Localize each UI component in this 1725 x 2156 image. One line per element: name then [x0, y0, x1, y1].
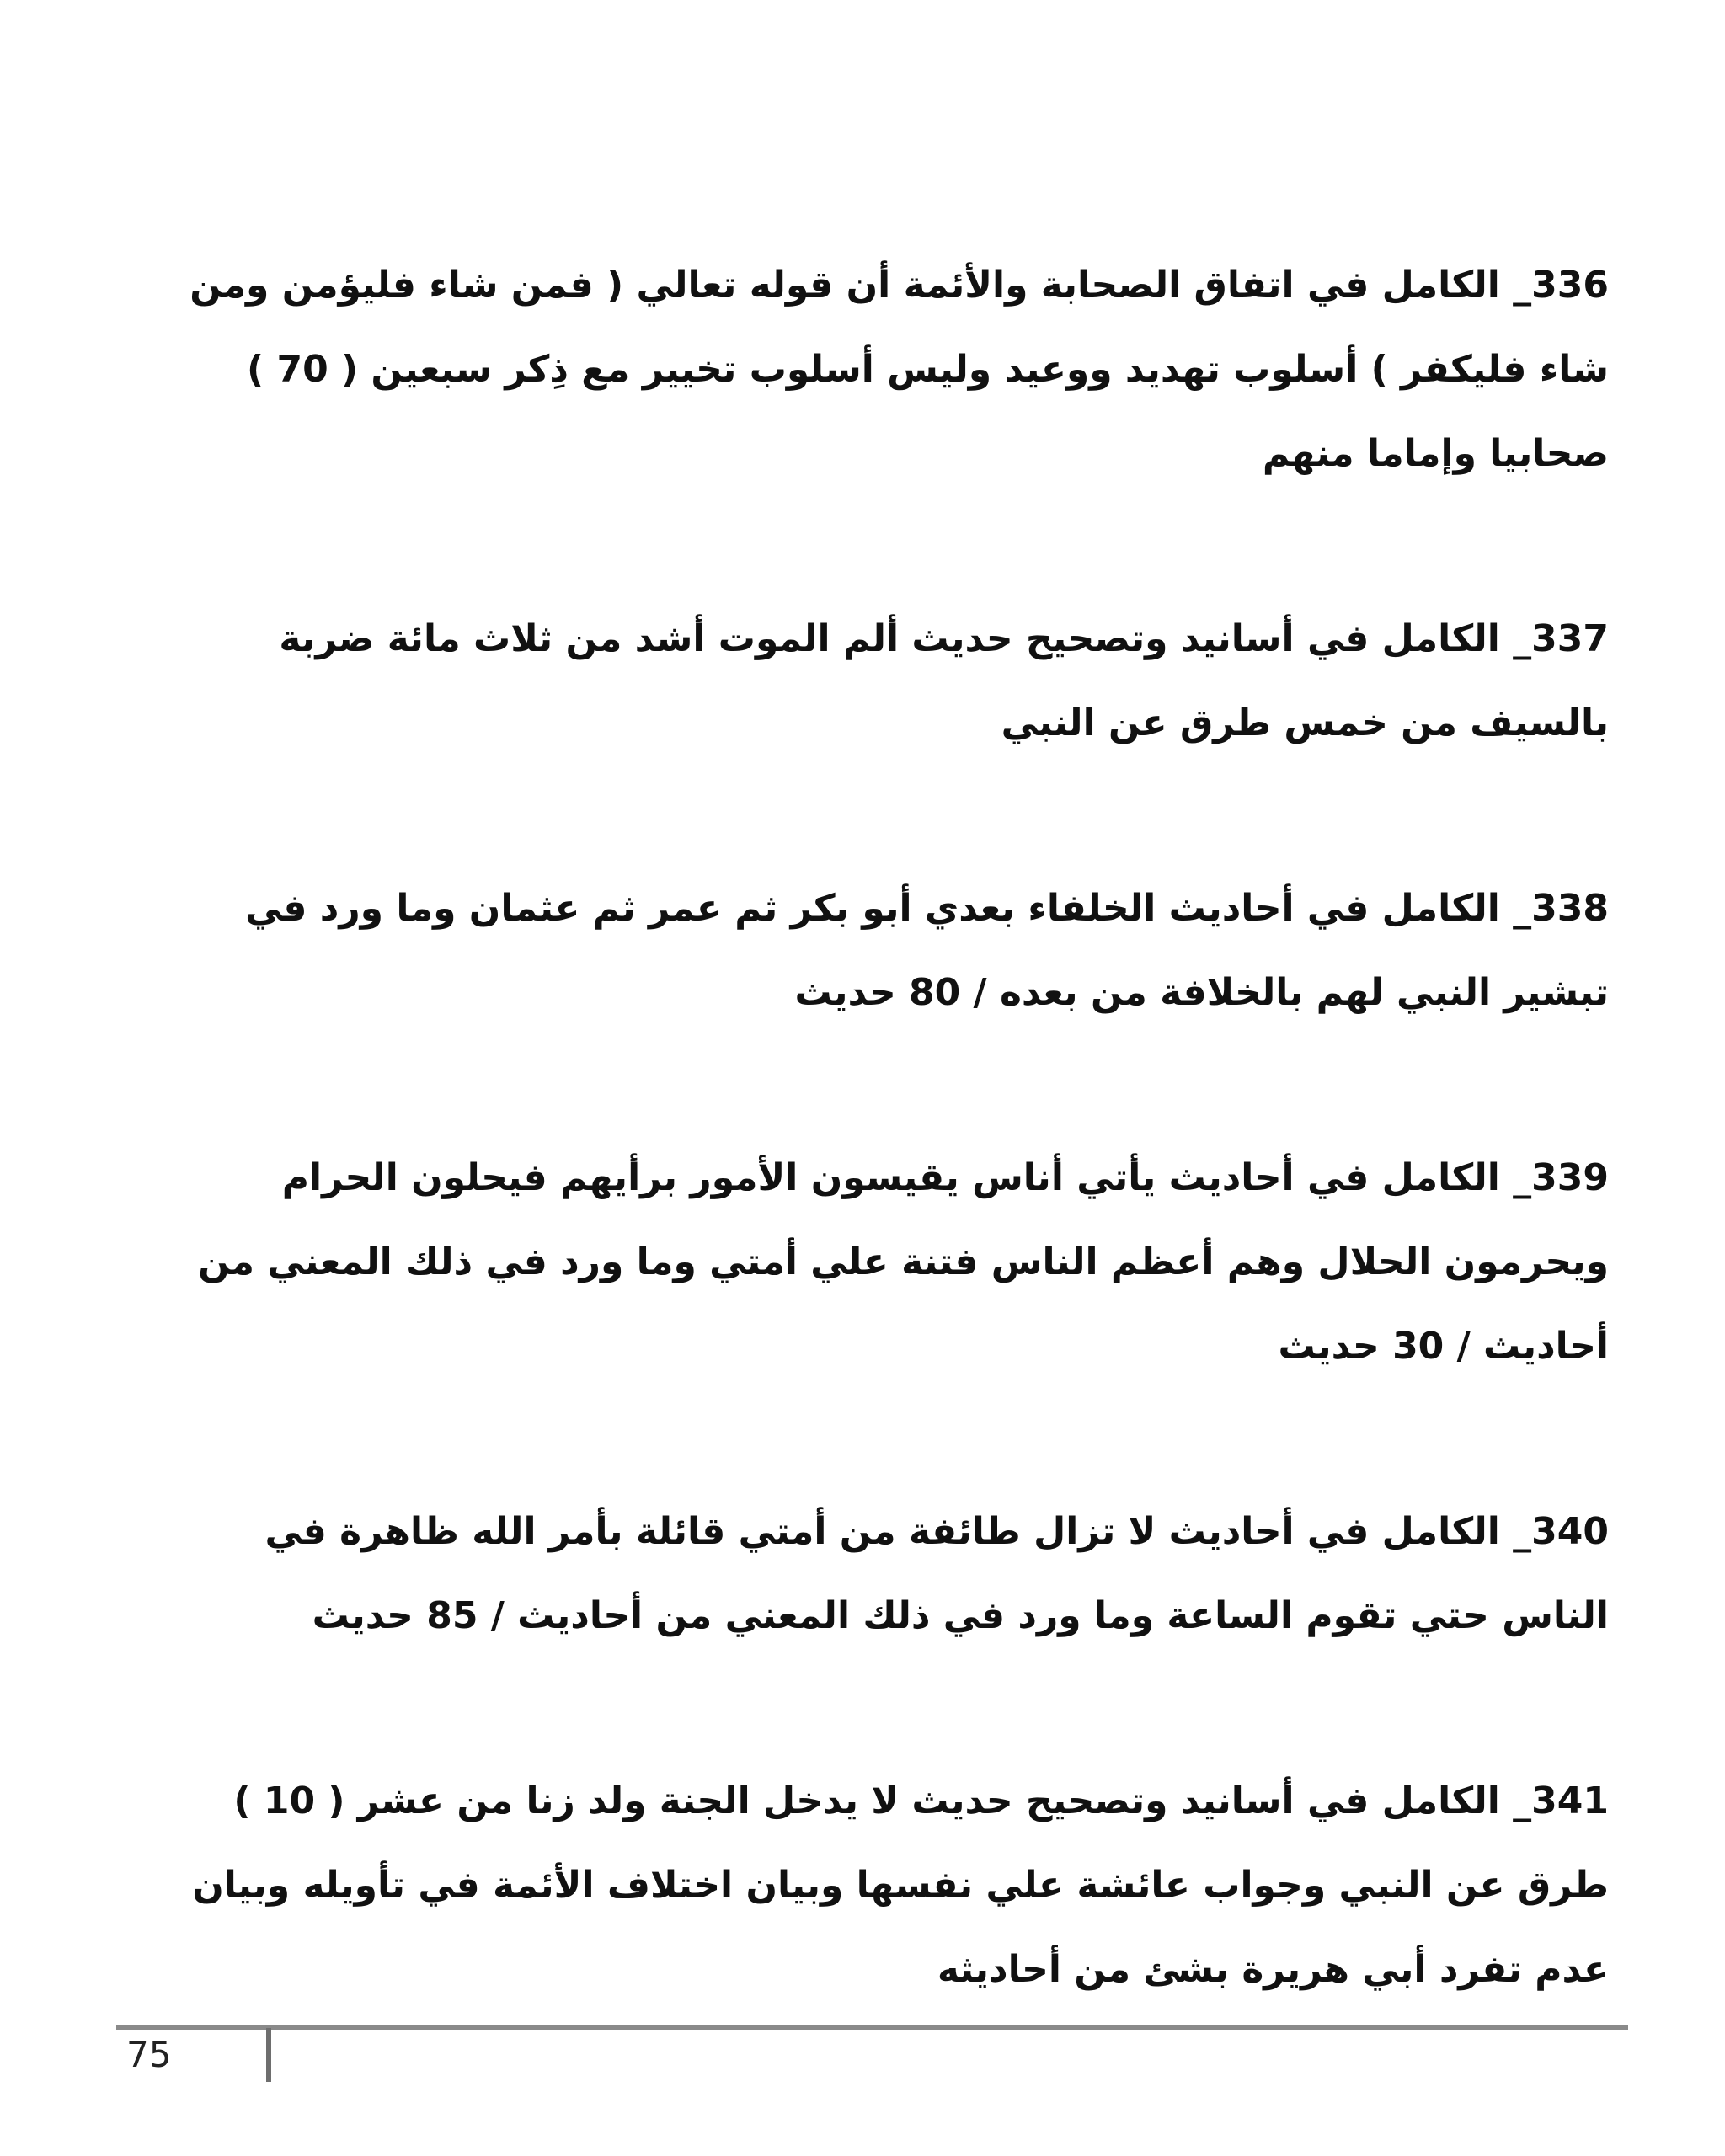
entry-text: 339_ الكامل في أحاديث يأتي أناس يقيسون الأمور برأيهم فيحلون الحرام ويحرمون الحلال وهم أعظم الناس فتنة علي أمتي وما ورد في ذلك المعني من أحاديث / 30 حديث	[198, 1156, 1609, 1368]
entry-text: 336_ الكامل في اتفاق الصحابة والأئمة أن قوله تعالي ( فمن شاء فليؤمن ومن شاء فليكفر ) أسلوب تهديد ووعيد وليس أسلوب تخيير مع ذِكر سبعين ( 70 ) صحابيا وإماما منهم	[190, 264, 1609, 475]
entry-336	[147, 243, 1609, 496]
entry-text: 338_ الكامل في أحاديث الخلفاء بعدي أبو بكر ثم عمر ثم عثمان وما ورد في تبشير النبي لهم بالخلافة من بعده / 80 حديث	[245, 887, 1609, 1014]
entry-337	[147, 597, 1609, 766]
entry-340	[147, 1490, 1609, 1658]
entry-text: 337_ الكامل في أسانيد وتصحيح حديث ألم الموت أشد من ثلاث مائة ضربة بالسيف من خمس طرق عن النبي	[279, 617, 1609, 744]
page-number: 75	[126, 2034, 172, 2075]
entry-text: 341_ الكامل في أسانيد وتصحيح حديث لا يدخل الجنة ولد زنا من عشر ( 10 ) طرق عن النبي وجواب عائشة علي نفسها وبيان اختلاف الأئمة في تأويله وبيان عدم تفرد أبي هريرة بشئ من أحاديثه	[192, 1780, 1609, 1991]
entry-338	[147, 867, 1609, 1035]
entry-341	[147, 1759, 1609, 2012]
page-content	[147, 206, 1609, 2113]
footer-divider-tick	[266, 2028, 271, 2082]
entry-text: 340_ الكامل في أحاديث لا تزال طائفة من أمتي قائلة بأمر الله ظاهرة في الناس حتي تقوم الساعة وما ورد في ذلك المعني من أحاديث / 85 حديث	[264, 1510, 1609, 1637]
entry-339	[147, 1136, 1609, 1389]
footer-rule	[116, 2025, 1628, 2030]
